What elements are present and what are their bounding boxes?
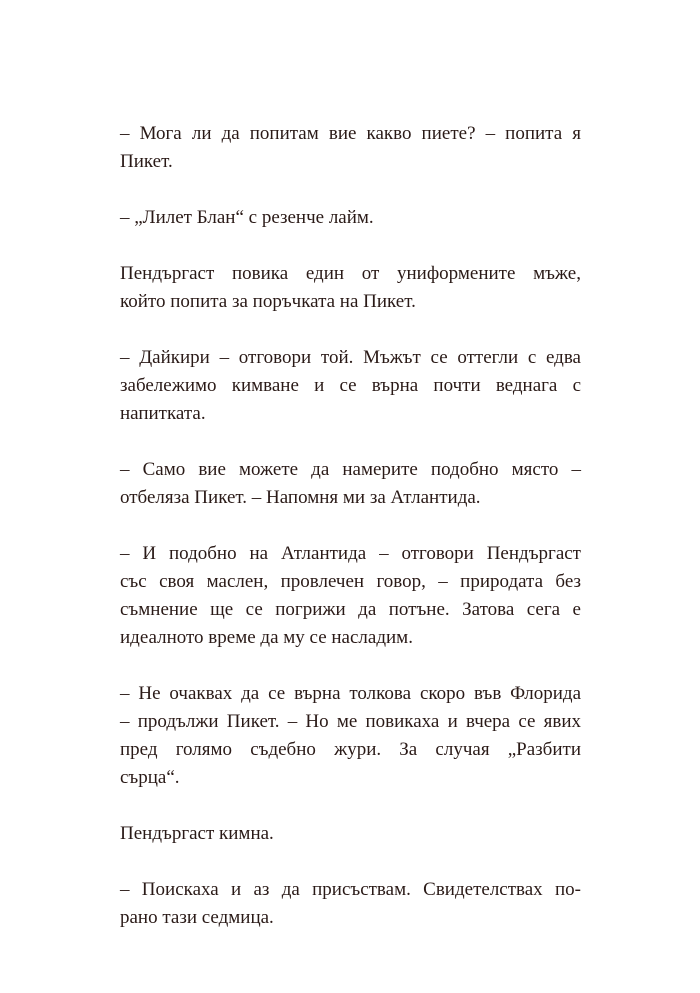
text-line: Пикет.	[120, 151, 173, 172]
text-line: – Само вие можете да намерите подобно място –	[120, 459, 581, 480]
text-line: забележимо кимване и се върна почти веднага с	[120, 375, 581, 396]
paragraph	[120, 204, 581, 232]
text-line: идеалното време да му се насладим.	[120, 627, 413, 648]
text-line: със своя маслен, провлечен говор, – природата без	[120, 571, 581, 592]
paragraph	[120, 260, 581, 316]
text-line: Пендъргаст кимна.	[120, 823, 274, 844]
paragraph	[120, 820, 581, 848]
text-line: пред голямо съдебно жури. За случая „Разбити	[120, 739, 581, 760]
body-text	[120, 120, 581, 960]
text-line: – И подобно на Атлантида – отговори Пендъргаст	[120, 543, 581, 564]
text-line: Пендъргаст повика един от униформените мъже,	[120, 263, 581, 284]
text-line: – „Лилет Блан“ с резенче лайм.	[120, 207, 374, 228]
text-line: напитката.	[120, 403, 206, 424]
text-line: – Не очаквах да се върна толкова скоро във Флорида	[120, 683, 581, 704]
text-line: – Дайкири – отговори той. Мъжът се оттегли с едва	[120, 347, 581, 368]
paragraph	[120, 344, 581, 428]
paragraph	[120, 120, 581, 176]
text-line: отбеляза Пикет. – Напомня ми за Атлантида.	[120, 487, 481, 508]
text-line: – Поискаха и аз да присъствам. Свидетелствах по-	[120, 879, 581, 900]
text-line: – продължи Пикет. – Но ме повикаха и вчера се явих	[120, 711, 581, 732]
paragraph	[120, 456, 581, 512]
paragraph	[120, 680, 581, 792]
text-line: рано тази седмица.	[120, 907, 274, 928]
paragraph	[120, 876, 581, 932]
text-line: съмнение ще се погрижи да потъне. Затова сега е	[120, 599, 581, 620]
text-line: – Мога ли да попитам вие какво пиете? – попита я	[120, 123, 581, 144]
paragraph	[120, 540, 581, 652]
text-line: сърца“.	[120, 767, 180, 788]
text-line: който попита за поръчката на Пикет.	[120, 291, 416, 312]
